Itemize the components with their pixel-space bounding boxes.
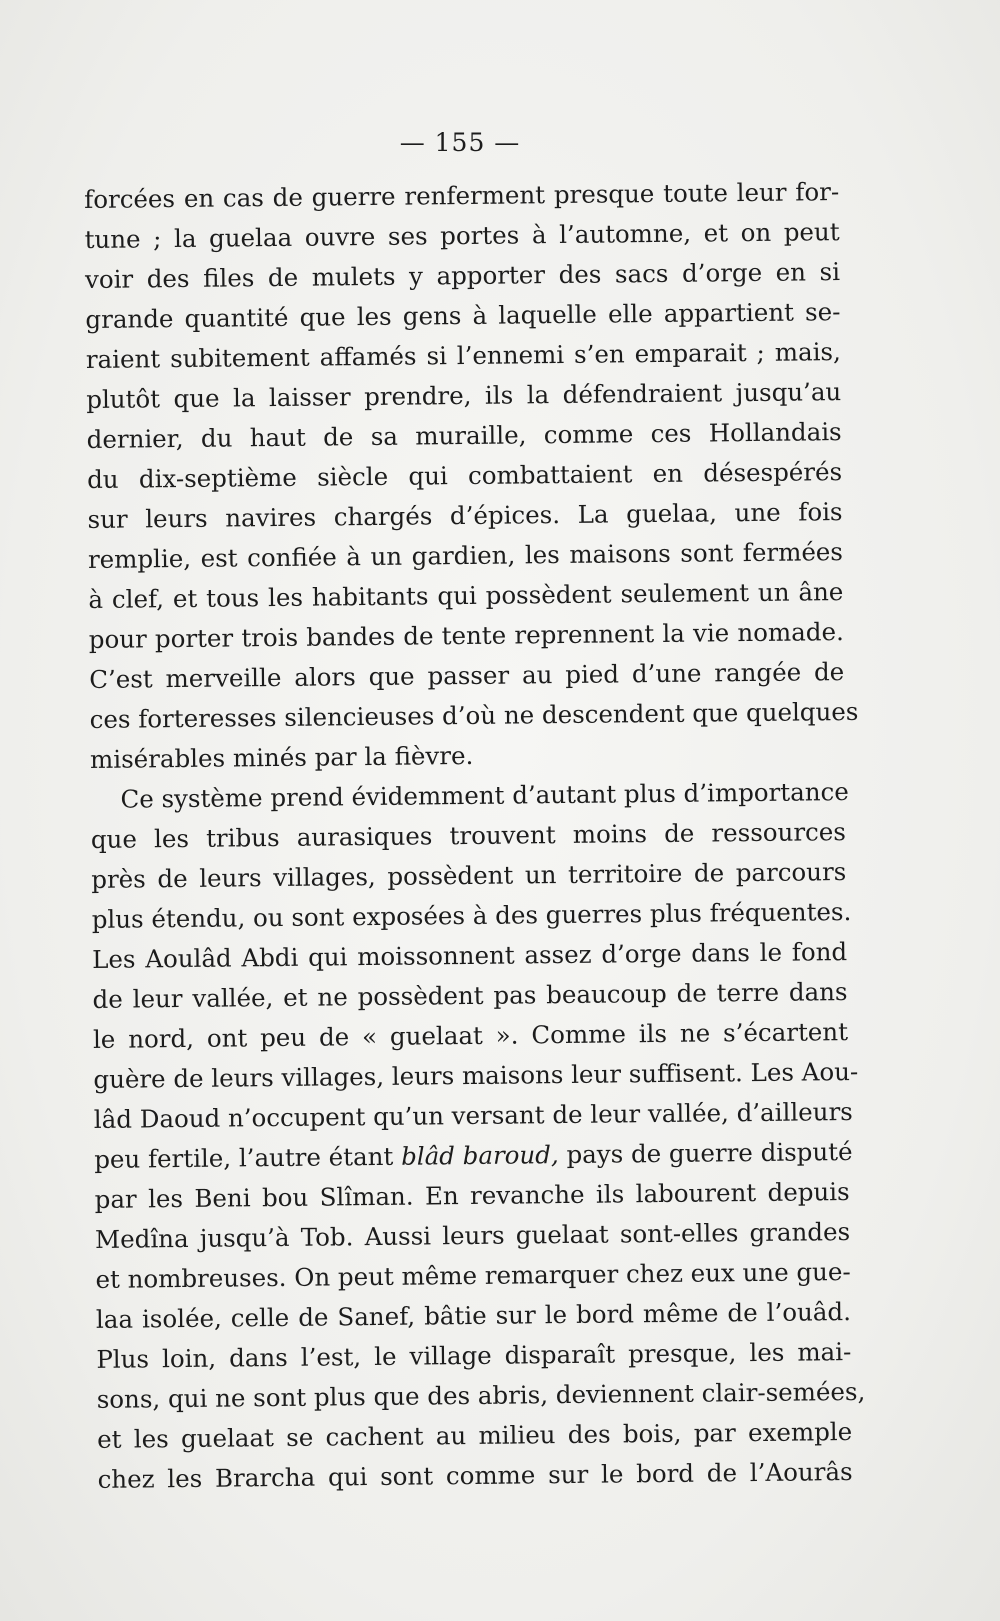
text-line: que les tribus aurasiques trouvent moins de ressources bbox=[90, 817, 847, 854]
text-line: C’est merveille alors que passer au pied d’une rangée de bbox=[89, 657, 845, 694]
text-line: de leur vallée, et ne possèdent pas beaucoup de terre dans bbox=[92, 977, 848, 1014]
text-line: dernier, du haut de sa muraille, comme ces Hollandais bbox=[86, 417, 842, 454]
text-line: près de leurs villages, possèdent un territoire de parcours bbox=[91, 857, 847, 894]
text-line: plus étendu, ou sont exposées à des guerres plus fréquentes. bbox=[91, 897, 852, 934]
text-line: Les Aoulâd Abdi qui moissonnent assez d’orge dans le fond bbox=[92, 937, 848, 974]
text-line: chez les Brarcha qui sont comme sur le bord de l’Aourâs bbox=[97, 1457, 853, 1494]
text-line: Plus loin, dans l’est, le village disparaît presque, les mai- bbox=[96, 1337, 852, 1374]
text-line: du dix-septième siècle qui combattaient en désespérés bbox=[86, 457, 843, 494]
text-line: plutôt que la laisser prendre, ils la défendraient jusqu’au bbox=[86, 377, 842, 414]
text-line: le nord, ont peu de « guelaat ». Comme ils ne s’écartent bbox=[92, 1017, 849, 1054]
text-line: ces forteresses silencieuses d’où ne descendent que quelques bbox=[89, 696, 859, 734]
text-line: forcées en cas de guerre renferment presque toute leur for- bbox=[84, 177, 840, 214]
text-line: guère de leurs villages, leurs maisons leur suffisent. Les Aou- bbox=[93, 1056, 859, 1094]
text-line: par les Beni bou Slîman. En revanche ils labourent depuis bbox=[94, 1177, 850, 1214]
text-fragment: peu fertile, l’autre étant bbox=[94, 1141, 394, 1174]
text-line: misérables minés par la fièvre. bbox=[89, 740, 474, 774]
text-line: grande quantité que les gens à laquelle elle appartient se- bbox=[85, 297, 841, 334]
text-line: voir des files de mulets y apporter des sacs d’orge en si bbox=[84, 257, 841, 294]
text-line: pour porter trois bandes de tente reprennent la vie nomade. bbox=[88, 617, 844, 654]
text-line: sur leurs navires chargés d’épices. La guelaa, une fois bbox=[87, 497, 843, 534]
text-line: à clef, et tous les habitants qui possèdent seulement un âne bbox=[88, 577, 844, 614]
text-line: et nombreuses. On peut même remarquer chez eux une gue- bbox=[95, 1257, 851, 1294]
text-line: tune ; la guelaa ouvre ses portes à l’automne, et on peut bbox=[84, 217, 840, 254]
page-body-text bbox=[84, 172, 866, 1500]
text-line: et les guelaat se cachent au milieu des bois, par exemple bbox=[97, 1417, 853, 1454]
text-line: sons, qui ne sont plus que des abris, deviennent clair-semées, bbox=[96, 1376, 866, 1414]
paragraph-start-line: Ce système prend évidemment d’autant plus d’importance bbox=[120, 777, 849, 814]
text-line: laa isolée, celle de Sanef, bâtie sur le bord même de l’ouâd. bbox=[95, 1297, 852, 1334]
text-line: remplie, est confiée à un gardien, les maisons sont fermées bbox=[87, 537, 844, 574]
text-line: raient subitement affamés si l’ennemi s’en emparait ; mais, bbox=[85, 337, 841, 374]
text-fragment: pays de guerre disputé bbox=[566, 1137, 853, 1169]
italic-term: blâd baroud, bbox=[400, 1140, 559, 1171]
text-line: Medîna jusqu’à Tob. Aussi leurs guelaat sont-elles grandes bbox=[94, 1217, 851, 1254]
page-number: — 155 — bbox=[399, 128, 521, 157]
text-line: lâd Daoud n’occupent qu’un versant de leur vallée, d’ailleurs bbox=[93, 1097, 853, 1134]
